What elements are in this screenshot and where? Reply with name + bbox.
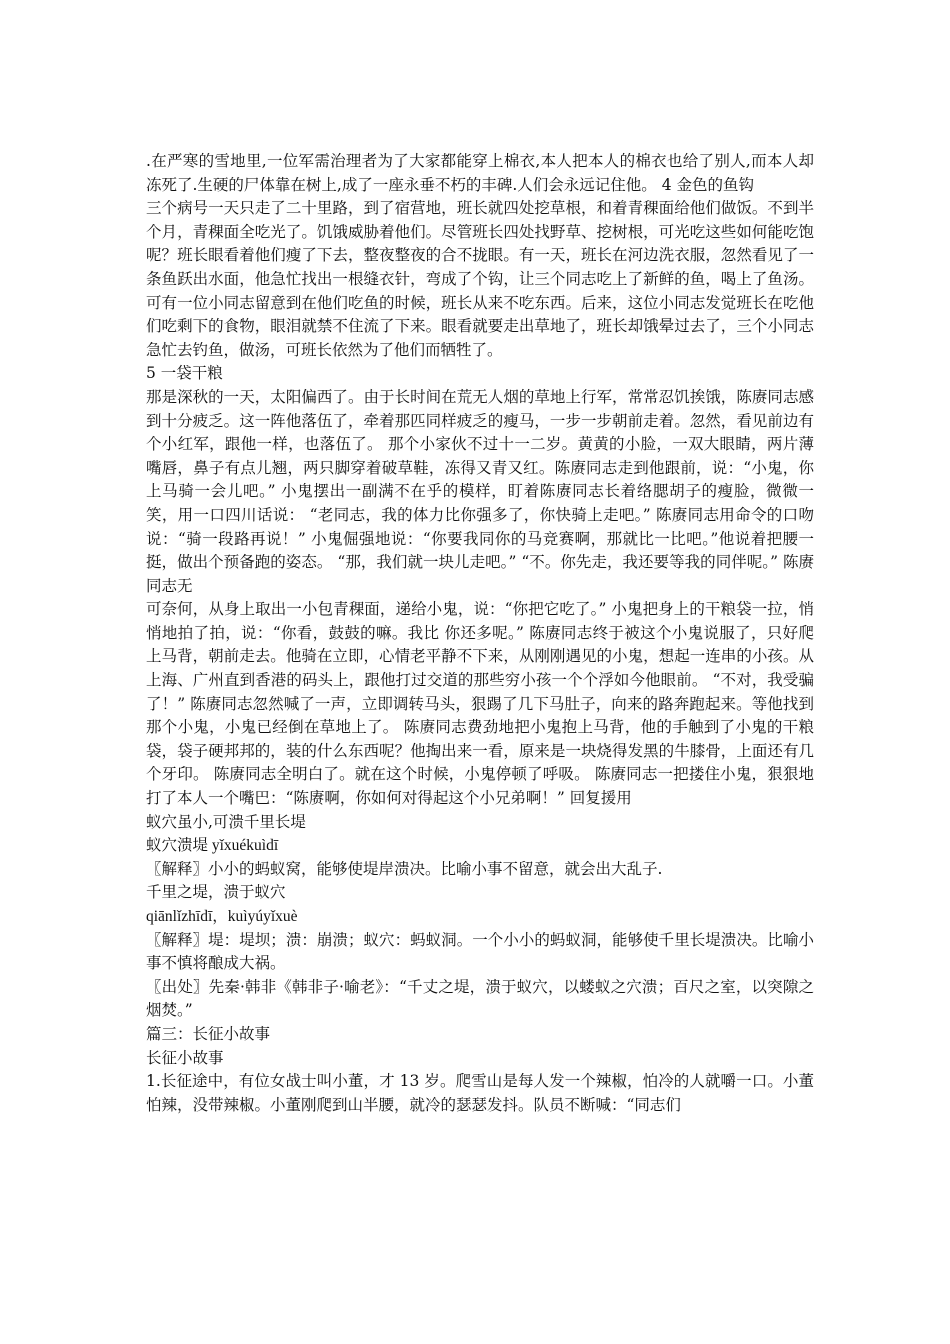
chapter-subheading: 长征小故事 — [146, 1048, 224, 1067]
idiom-variant-explanation: 〖解释〗堤：堤坝；溃：崩溃；蚁穴：蚂蚁洞。一个小小的蚂蚁洞，能够使千里长堤溃决。比喻小事不慎将酿成大祸。 — [146, 930, 814, 973]
idiom-term-pinyin: 蚁穴溃堤 yǐxuékuìdī — [146, 837, 279, 855]
document-page — [146, 150, 814, 1117]
idiom-variant-pinyin: qiānlǐzhīdī，kuìyúyǐxuè — [146, 908, 298, 925]
idiom-variant-heading: 千里之堤，溃于蚁穴 — [146, 883, 286, 902]
section-heading-bag-of-rations: 5 一袋干粮 — [146, 364, 223, 383]
paragraph-monument: .在严寒的雪地里,一位军需治理者为了大家都能穿上棉衣,本人把本人的棉衣也给了别人,而本人却冻死了.生硬的尸体靠在树上,成了一座永垂不朽的丰碑.人们会永远记住他。 4 金色的鱼钩 — [146, 152, 814, 194]
idiom-heading: 蚁穴虽小,可溃千里长堤 — [146, 812, 306, 831]
chapter-heading: 篇三：长征小故事 — [146, 1024, 271, 1043]
paragraph-rations-story-part1: 那是深秋的一天，太阳偏西了。由于长时间在荒无人烟的草地上行军，常常忍饥挨饿，陈赓同志感到十分疲乏。这一阵他落伍了，牵着那匹同样疲乏的瘦马，一步一步朝前走着。忽然，看见前边有个小红军，跟他一样，也落伍了。 那个小家伙不过十一二岁。黄黄的小脸，一双大眼睛，两片薄嘴唇，鼻子有点儿翘，两只脚穿着破草鞋，冻得又青又红。陈赓同志走到他跟前，说：“小鬼，你上马骑一会儿吧。” 小鬼摆出一副满不在乎的模样，盯着陈赓同志长着络腮胡子的瘦脸，微微一笑，用一口四川话说： “老同志，我的体力比你强多了，你快骑上走吧。” 陈赓同志用命令的口吻说：“骑一段路再说！” 小鬼倔强地说：“你要我同你的马竞赛啊，那就比一比吧。”他说着把腰一挺，做出个预备跑的姿态。 “那，我们就一块儿走吧。” “不。你先走，我还要等我的同伴呢。” 陈赓同志无 — [146, 387, 814, 595]
paragraph-long-march-story-1: 1.长征途中，有位女战士叫小董，才 13 岁。爬雪山是每人发一个辣椒，怕冷的人就嚼一口。小董怕辣，没带辣椒。小董刚爬到山半腰，就冷的瑟瑟发抖。队员不断喊：“同志们 — [146, 1072, 814, 1114]
idiom-explanation: 〖解释〗小小的蚂蚁窝，能够使堤岸溃决。比喻小事不留意，就会出大乱子. — [146, 859, 663, 878]
paragraph-golden-hook-story: 三个病号一天只走了二十里路，到了宿营地，班长就四处挖草根，和着青稞面给他们做饭。不到半个月，青稞面全吃光了。饥饿威胁着他们。尽管班长四处找野草、挖树根，可光吃这些如何能吃饱呢？班长眼看着他们瘦了下去，整夜整夜的合不拢眼。有一天，班长在河边洗衣服，忽然看见了一条鱼跃出水面，他急忙找出一根缝衣针，弯成了个钩，让三个同志吃上了新鲜的鱼，喝上了鱼汤。可有一位小同志留意到在他们吃鱼的时候，班长从来不吃东西。后来，这位小同志发觉班长在吃他们吃剩下的食物，眼泪就禁不住流了下来。眼看就要走出草地了，班长却饿晕过去了，三个小同志急忙去钓鱼，做汤，可班长依然为了他们而牺牲了。 — [146, 199, 814, 359]
paragraph-rations-story-part2: 可奈何，从身上取出一小包青稞面，递给小鬼，说：“你把它吃了。” 小鬼把身上的干粮袋一拉，悄悄地拍了拍，说：“你看，鼓鼓的嘛。我比 你还多呢。” 陈赓同志终于被这个小鬼说服了，只好爬上马背，朝前走去。他骑在立即，心情老平静不下来，从刚刚遇见的小鬼，想起一连串的小孩。从上海、广州直到香港的码头上，跟他打过交道的那些穷小孩一个个浮如今他眼前。 “不对，我受骗了！” 陈赓同志忽然喊了一声，立即调转马头，狠踢了几下马肚子，向来的路奔跑起来。等他找到那个小鬼，小鬼已经倒在草地上了。 陈赓同志费劲地把小鬼抱上马背，他的手触到了小鬼的干粮袋，袋子硬邦邦的，装的什么东西呢？他掏出来一看，原来是一块烧得发黑的牛膝骨，上面还有几个牙印。 陈赓同志全明白了。就在这个时候，小鬼停顿了呼吸。 陈赓同志一把搂住小鬼，狠狠地打了本人一个嘴巴：“陈赓啊，你如何对得起这个小兄弟啊！” 回复援用 — [146, 600, 814, 808]
idiom-source: 〖出处〗先秦·韩非《韩非子·喻老》：“千丈之堤，溃于蚁穴，以蝼蚁之穴溃；百尺之室，以突隙之烟焚。” — [146, 977, 814, 1020]
